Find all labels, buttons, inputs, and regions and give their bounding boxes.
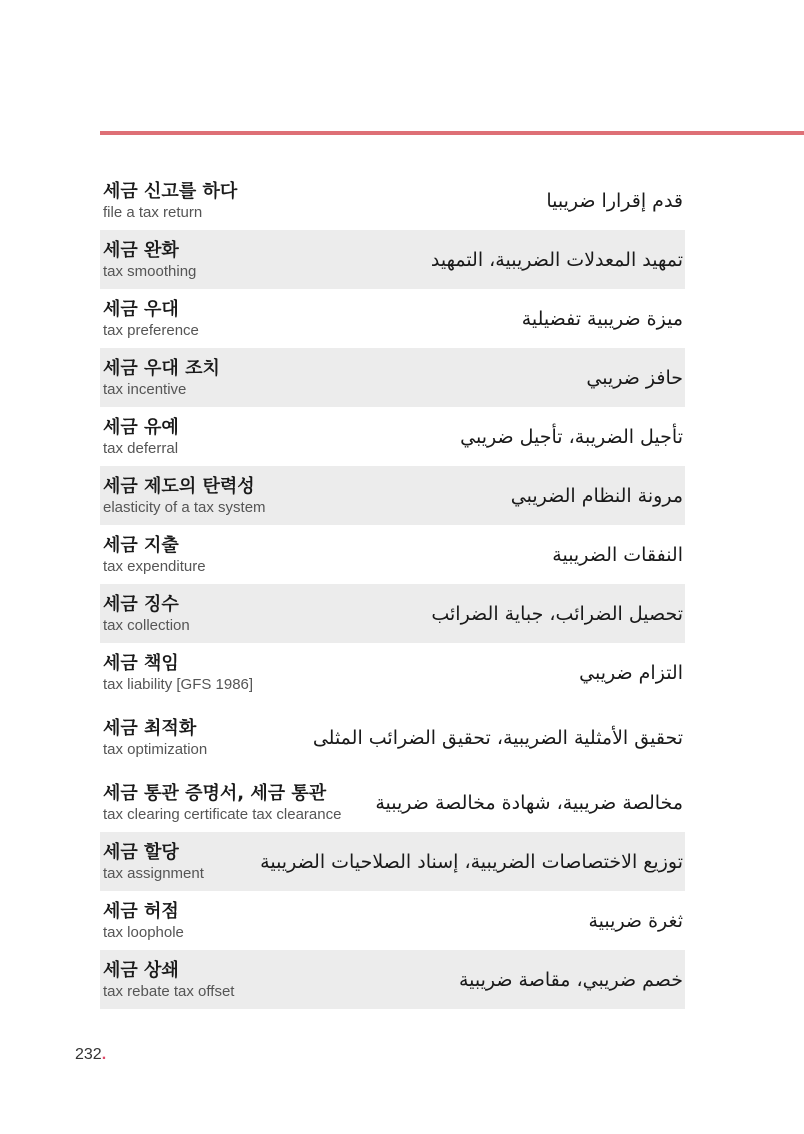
korean-term: 세금 유예 — [103, 416, 179, 438]
english-term: tax expenditure — [103, 557, 206, 575]
glossary-entry — [100, 832, 685, 891]
glossary-entry — [100, 525, 685, 584]
page-number — [75, 1046, 106, 1064]
arabic-term: خصم ضريبي، مقاصة ضريبية — [458, 968, 683, 991]
arabic-term: تحقيق الأمثلية الضريبية، تحقيق الضرائب المثلى — [312, 727, 683, 749]
arabic-term: ثغرة ضريبية — [588, 909, 683, 932]
glossary-entry — [100, 289, 685, 348]
top-rule — [100, 131, 804, 135]
korean-term: 세금 책임 — [103, 652, 179, 674]
arabic-term: مخالصة ضريبية، شهادة مخالصة ضريبية — [375, 792, 683, 814]
glossary-entry — [100, 230, 685, 289]
english-term: tax deferral — [103, 439, 179, 457]
english-term: tax optimization — [103, 741, 208, 758]
korean-term: 세금 우대 조치 — [103, 357, 220, 379]
arabic-term: التزام ضريبي — [579, 661, 683, 684]
arabic-term: قدم إقرارا ضريبيا — [546, 190, 683, 212]
glossary-list — [100, 172, 685, 1009]
arabic-term: توزيع الاختصاصات الضريبية، إسناد الصلاحيات الضريبية — [260, 850, 683, 873]
english-term: tax loophole — [103, 923, 184, 941]
glossary-entry — [100, 407, 685, 466]
glossary-entry — [100, 774, 685, 832]
glossary-entry — [100, 172, 685, 230]
english-term: file a tax return — [103, 204, 203, 221]
glossary-entry — [100, 891, 685, 950]
arabic-term: ميزة ضريبية تفضيلية — [521, 307, 683, 330]
english-term: tax smoothing — [103, 262, 197, 280]
korean-term: 세금 상쇄 — [103, 959, 179, 981]
glossary-entry — [100, 643, 685, 702]
glossary-entry — [100, 348, 685, 407]
korean-term: 세금 제도의 탄력성 — [103, 475, 255, 497]
korean-term: 세금 우대 — [103, 298, 179, 320]
arabic-term: تمهيد المعدلات الضريبية، التمهيد — [430, 248, 683, 271]
korean-term: 세금 통관 증명서, 세금 통관 — [103, 783, 327, 804]
english-term: tax rebate tax offset — [103, 982, 235, 1000]
korean-term: 세금 완화 — [103, 239, 179, 261]
korean-term: 세금 지출 — [103, 534, 179, 556]
glossary-entry — [100, 466, 685, 525]
arabic-term: تأجيل الضريبة، تأجيل ضريبي — [460, 425, 683, 448]
glossary-entry — [100, 702, 685, 774]
english-term: tax preference — [103, 321, 199, 339]
arabic-term: تحصيل الضرائب، جباية الضرائب — [431, 602, 683, 625]
english-term: elasticity of a tax system — [103, 498, 266, 516]
english-term: tax collection — [103, 616, 190, 634]
english-term: tax liability [GFS 1986] — [103, 675, 254, 693]
arabic-term: حافز ضريبي — [586, 366, 683, 389]
korean-term: 세금 허점 — [103, 900, 179, 922]
korean-term: 세금 최적화 — [103, 718, 197, 739]
page-number-dot: . — [101, 1046, 107, 1063]
arabic-term: النفقات الضريبية — [552, 543, 683, 566]
page-number-text: 232 — [75, 1046, 102, 1063]
arabic-term: مرونة النظام الضريبي — [510, 484, 683, 507]
korean-term: 세금 신고를 하다 — [103, 181, 238, 202]
glossary-entry — [100, 584, 685, 643]
glossary-entry — [100, 950, 685, 1009]
korean-term: 세금 할당 — [103, 841, 179, 863]
english-term: tax assignment — [103, 864, 204, 882]
english-term: tax clearing certificate tax clearance — [103, 806, 342, 823]
korean-term: 세금 징수 — [103, 593, 179, 615]
english-term: tax incentive — [103, 380, 187, 398]
